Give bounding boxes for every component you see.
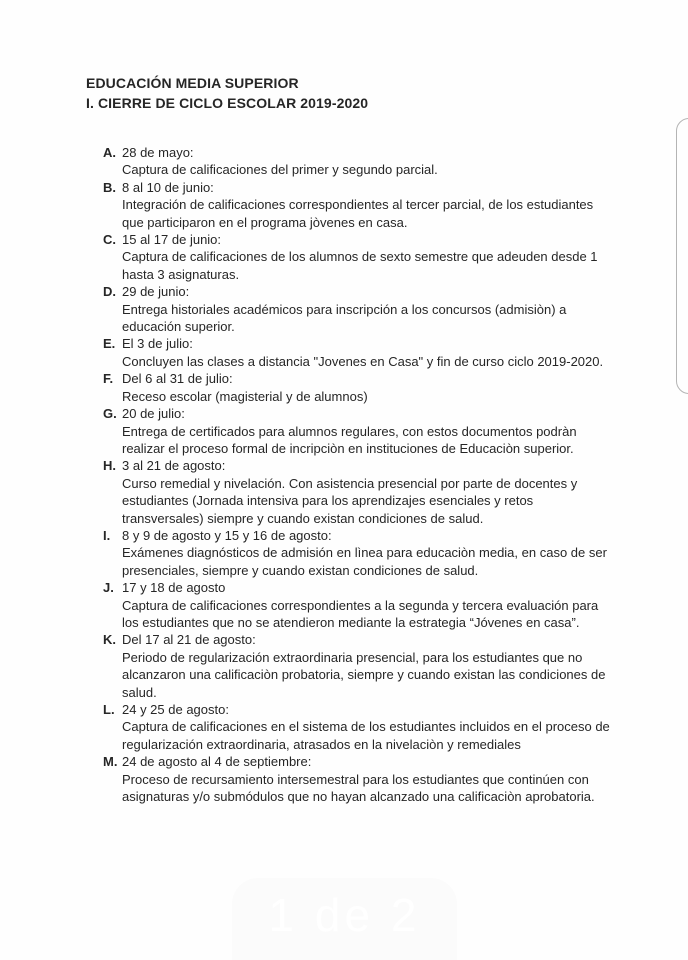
- list-item-body: [122, 579, 615, 631]
- schedule-item: [103, 579, 615, 631]
- list-item-date: 20 de julio:: [122, 406, 185, 422]
- schedule-item: [103, 231, 615, 283]
- list-item-date: 24 y 25 de agosto:: [122, 702, 229, 717]
- list-item-letter: D.: [103, 284, 116, 300]
- schedule-item: [103, 405, 615, 457]
- schedule-item: [103, 701, 615, 753]
- list-item-description: Receso escolar (magisterial y de alumnos): [122, 388, 368, 404]
- list-item-date: 8 al 10 de junio:: [122, 179, 214, 195]
- list-item-description: Captura de calificaciones en el sistema de los estudiantes incluidos en el proceso de regularización extraordinaria, atrasados en la nivelaciòn y remediales: [122, 719, 610, 752]
- list-item-body: [122, 527, 615, 579]
- list-item-body: [122, 370, 615, 405]
- list-item-letter: A.: [103, 145, 116, 160]
- list-item-letter: L.: [103, 702, 115, 717]
- document-title-line2: I. CIERRE DE CICLO ESCOLAR 2019-2020: [86, 95, 369, 111]
- list-item-body: [122, 753, 615, 805]
- list-item-letter: K.: [103, 632, 116, 648]
- schedule-item: [103, 631, 615, 701]
- schedule-item: [103, 283, 615, 335]
- list-item-body: [122, 405, 615, 457]
- list-item-date: Del 17 al 21 de agosto:: [122, 632, 256, 648]
- document-header: [86, 73, 368, 113]
- schedule-item: [103, 370, 615, 405]
- schedule-item: [103, 457, 615, 527]
- list-item-description: Integración de calificaciones correspondientes al tercer parcial, de los estudiantes que participaron en el programa jòvenes en casa.: [122, 197, 594, 230]
- list-item-description: Captura de calificaciones de los alumnos de sexto semestre que adeuden desde 1 hasta 3 asignaturas.: [122, 249, 598, 282]
- list-item-date: El 3 de julio:: [122, 336, 193, 352]
- list-item-date: Del 6 al 31 de julio:: [122, 371, 233, 387]
- list-item-letter: C.: [103, 232, 116, 248]
- list-item-description: Captura de calificaciones del primer y segundo parcial.: [122, 162, 438, 178]
- schedule-item: [103, 144, 615, 179]
- list-item-date: 8 y 9 de agosto y 15 y 16 de agosto:: [122, 527, 332, 543]
- list-item-description: Periodo de regularización extraordinaria presencial, para los estudiantes que no alcanzaron una calificaciòn probatoria, siempre y cuando existan las condiciones de salud.: [122, 649, 606, 700]
- list-item-body: [122, 231, 615, 283]
- list-item-letter: M.: [103, 754, 118, 770]
- list-item-date: 3 al 21 de agosto:: [122, 458, 226, 474]
- list-item-date: 29 de junio:: [122, 284, 190, 300]
- list-item-description: Concluyen las clases a distancia "Jovenes en Casa" y fin de curso ciclo 2019-2020.: [122, 353, 604, 369]
- schedule-item: [103, 753, 615, 805]
- list-item-letter: G.: [103, 406, 117, 422]
- list-item-description: Exámenes diagnósticos de admisión en lìnea para educaciòn media, en caso de ser presenciales, siempre y cuando existan condiciones de salud.: [122, 545, 607, 578]
- list-item-description: Proceso de recursamiento intersemestral para los estudiantes que continúen con asignaturas y/o submódulos que no hayan alcanzado una calificaciòn aprobatoria.: [122, 771, 595, 805]
- list-item-body: [122, 179, 615, 231]
- list-item-description: Entrega historiales académicos para inscripción a los concursos (admisiòn) a educación superior.: [122, 301, 567, 335]
- list-item-date: 15 al 17 de junio:: [122, 232, 222, 248]
- list-item-description: Curso remedial y nivelación. Con asistencia presencial por parte de docentes y estudiantes (Jornada intensiva para los aprendizajes esenciales y retos transversales) siempre y cuando existan condiciones de salud.: [122, 475, 578, 526]
- schedule-item: [103, 179, 615, 231]
- list-item-date: 24 de agosto al 4 de septiembre:: [122, 754, 312, 770]
- list-item-body: [122, 335, 615, 370]
- page-indicator-label: 1 de 2: [268, 889, 421, 941]
- list-item-description: Captura de calificaciones correspondientes a la segunda y tercera evaluación para los estudiantes que no se atendieron mediante la estrategia “Jóvenes en casa”.: [122, 597, 599, 630]
- list-item-body: [122, 283, 615, 335]
- list-item-date: 17 y 18 de agosto: [122, 580, 226, 596]
- list-item-letter: E.: [103, 336, 116, 352]
- list-item-body: [122, 631, 615, 701]
- list-item-letter: J.: [103, 580, 114, 596]
- list-item-body: [122, 144, 615, 179]
- document-title-line1: EDUCACIÓN MEDIA SUPERIOR: [86, 75, 299, 91]
- schedule-item: [103, 527, 615, 579]
- list-item-description: Entrega de certificados para alumnos regulares, con estos documentos podràn realizar el proceso formal de incripciòn en instituciones de Educaciòn superior.: [122, 423, 577, 456]
- list-item-letter: B.: [103, 179, 116, 195]
- list-item-letter: H.: [103, 458, 116, 474]
- page-indicator-badge: [232, 878, 457, 960]
- scrollbar-thumb-outline[interactable]: [676, 118, 688, 394]
- schedule-list: [103, 144, 615, 805]
- list-item-body: [122, 701, 615, 753]
- list-item-letter: F.: [103, 371, 114, 387]
- list-item-body: [122, 457, 615, 527]
- list-item-letter: I.: [103, 527, 111, 543]
- list-item-date: 28 de mayo:: [122, 145, 194, 160]
- schedule-item: [103, 335, 615, 370]
